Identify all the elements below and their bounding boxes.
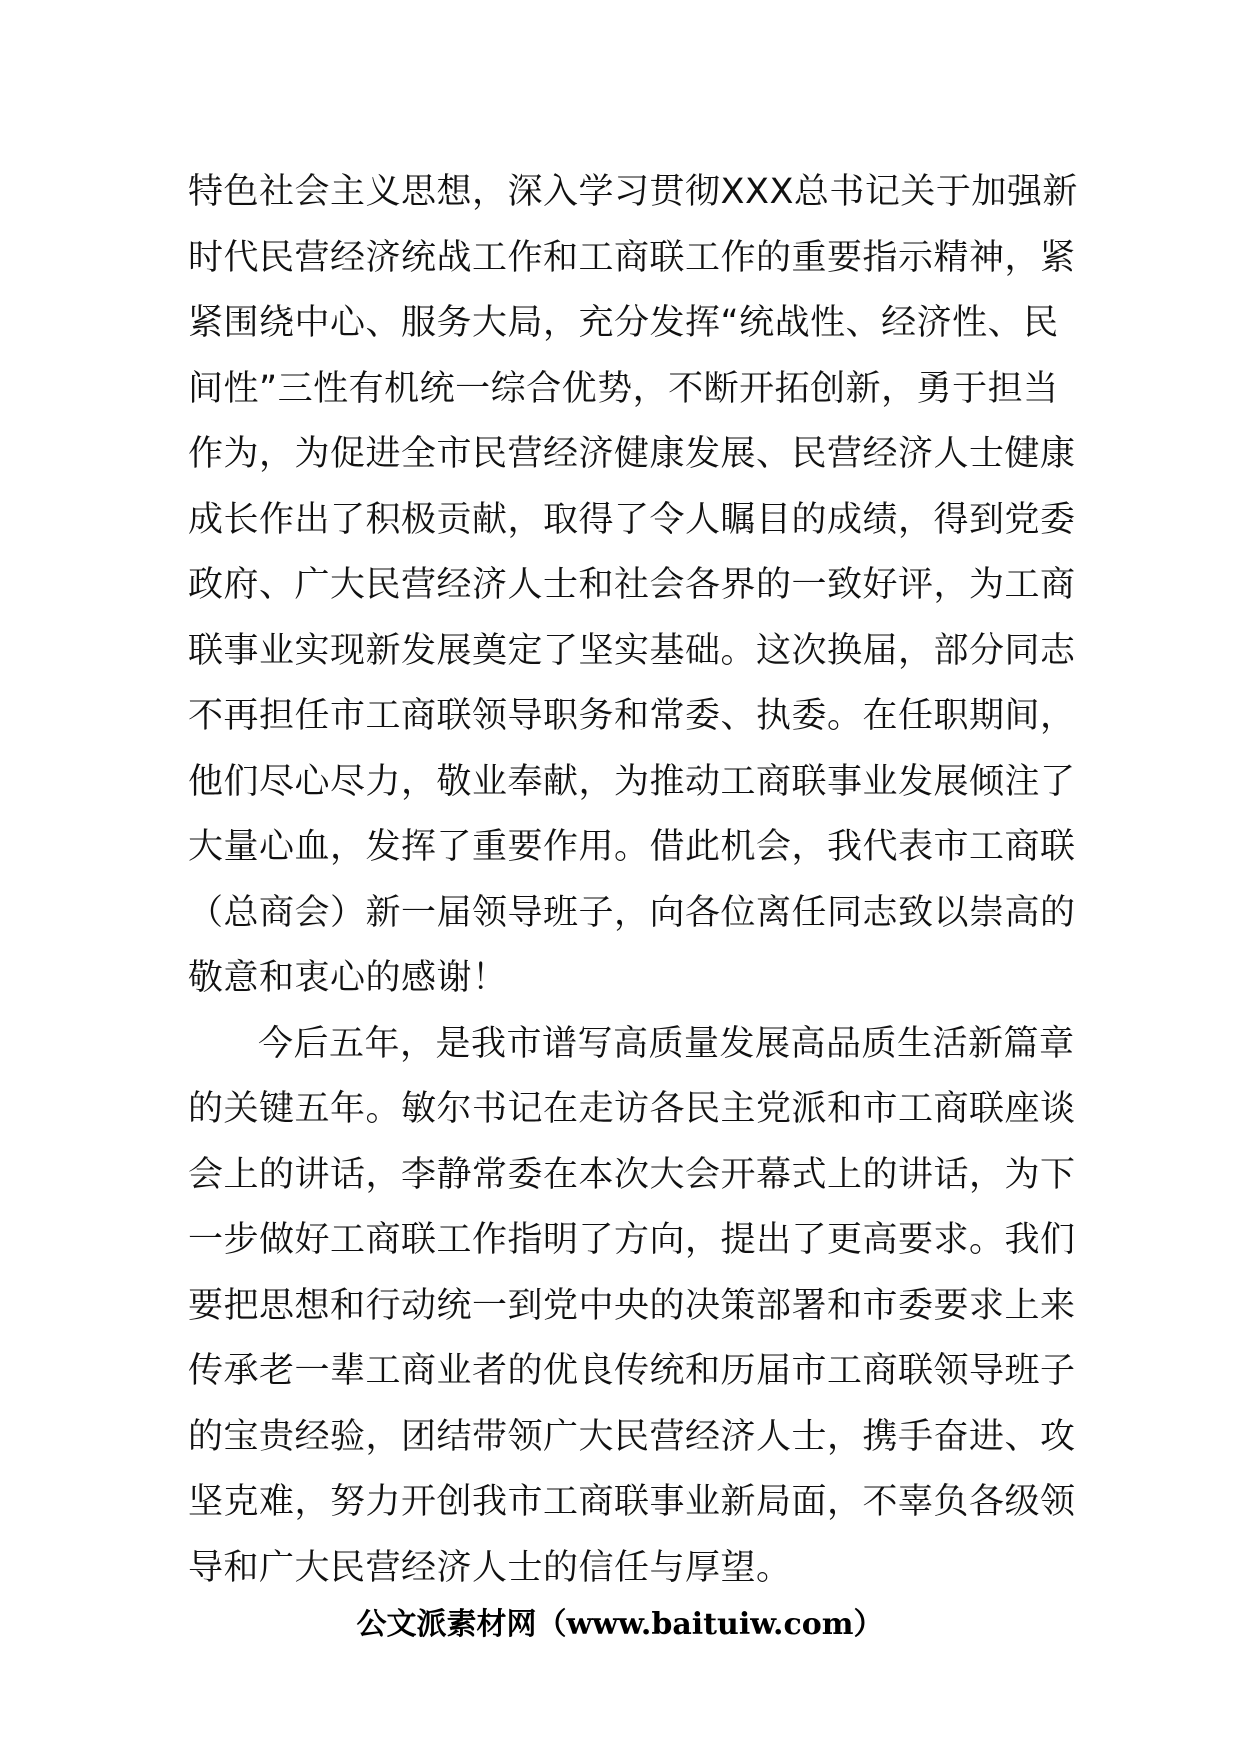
- footer-url[interactable]: （www.baituiw.com）: [536, 1607, 884, 1642]
- paragraph-line: 联事业实现新发展奠定了坚实基础。这次换届，部分同志: [188, 630, 1076, 671]
- paragraph-line: 作为，为促进全市民营经济健康发展、民营经济人士健康: [188, 434, 1076, 474]
- paragraph-line: 紧围绕中心、服务大局，充分发挥“统战性、经济性、民: [188, 303, 1059, 343]
- paragraph-line: 传承老一辈工商业者的优良传统和历届市工商联领导班子: [188, 1351, 1076, 1391]
- paragraph-line: 会上的讲话，李静常委在本次大会开幕式上的讲话，为下: [188, 1154, 1076, 1195]
- paragraph-line: 今后五年，是我市谱写高质量发展高品质生活新篇章: [258, 1023, 1075, 1064]
- paragraph-line: 政府、广大民营经济人士和社会各界的一致好评，为工商: [188, 565, 1076, 605]
- paragraph-line: 特色社会主义思想，深入学习贯彻XXX总书记关于加强新: [188, 172, 1078, 212]
- paragraph-line: 成长作出了积极贡献，取得了令人瞩目的成绩，得到党委: [188, 499, 1076, 540]
- paragraph-line: 坚克难，努力开创我市工商联事业新局面，不辜负各级领: [188, 1482, 1076, 1522]
- paragraph-line: 一步做好工商联工作指明了方向，提出了更高要求。我们: [188, 1220, 1076, 1260]
- paragraph-line: 间性”三性有机统一综合优势，不断开拓创新，勇于担当: [188, 368, 1059, 409]
- paragraph-line: 的宝贵经验，团结带领广大民营经济人士，携手奋进、攻: [188, 1416, 1076, 1457]
- paragraph-line: 要把思想和行动统一到党中央的决策部署和市委要求上来: [188, 1285, 1076, 1326]
- footer-watermark: [0, 1605, 1240, 1645]
- paragraph-line: 时代民营经济统战工作和工商联工作的重要指示精神，紧: [188, 237, 1076, 278]
- paragraph-line: 大量心血，发挥了重要作用。借此机会，我代表市工商联: [188, 827, 1076, 867]
- paragraph-line: 他们尽心尽力，敬业奉献，为推动工商联事业发展倾注了: [188, 761, 1076, 802]
- paragraph-line: （总商会）新一届领导班子，向各位离任同志致以崇高的: [188, 892, 1076, 933]
- document-body: [188, 160, 1078, 1601]
- paragraph-line: 敬意和衷心的感谢！: [188, 958, 508, 998]
- paragraph-line: 的关键五年。敏尔书记在走访各民主党派和市工商联座谈: [188, 1089, 1076, 1129]
- paragraph-line: 导和广大民营经济人士的信任与厚望。: [188, 1547, 792, 1588]
- footer-site-name: 公文派素材网: [356, 1607, 537, 1642]
- paragraph-line: 不再担任市工商联领导职务和常委、执委。在任职期间，: [188, 696, 1076, 736]
